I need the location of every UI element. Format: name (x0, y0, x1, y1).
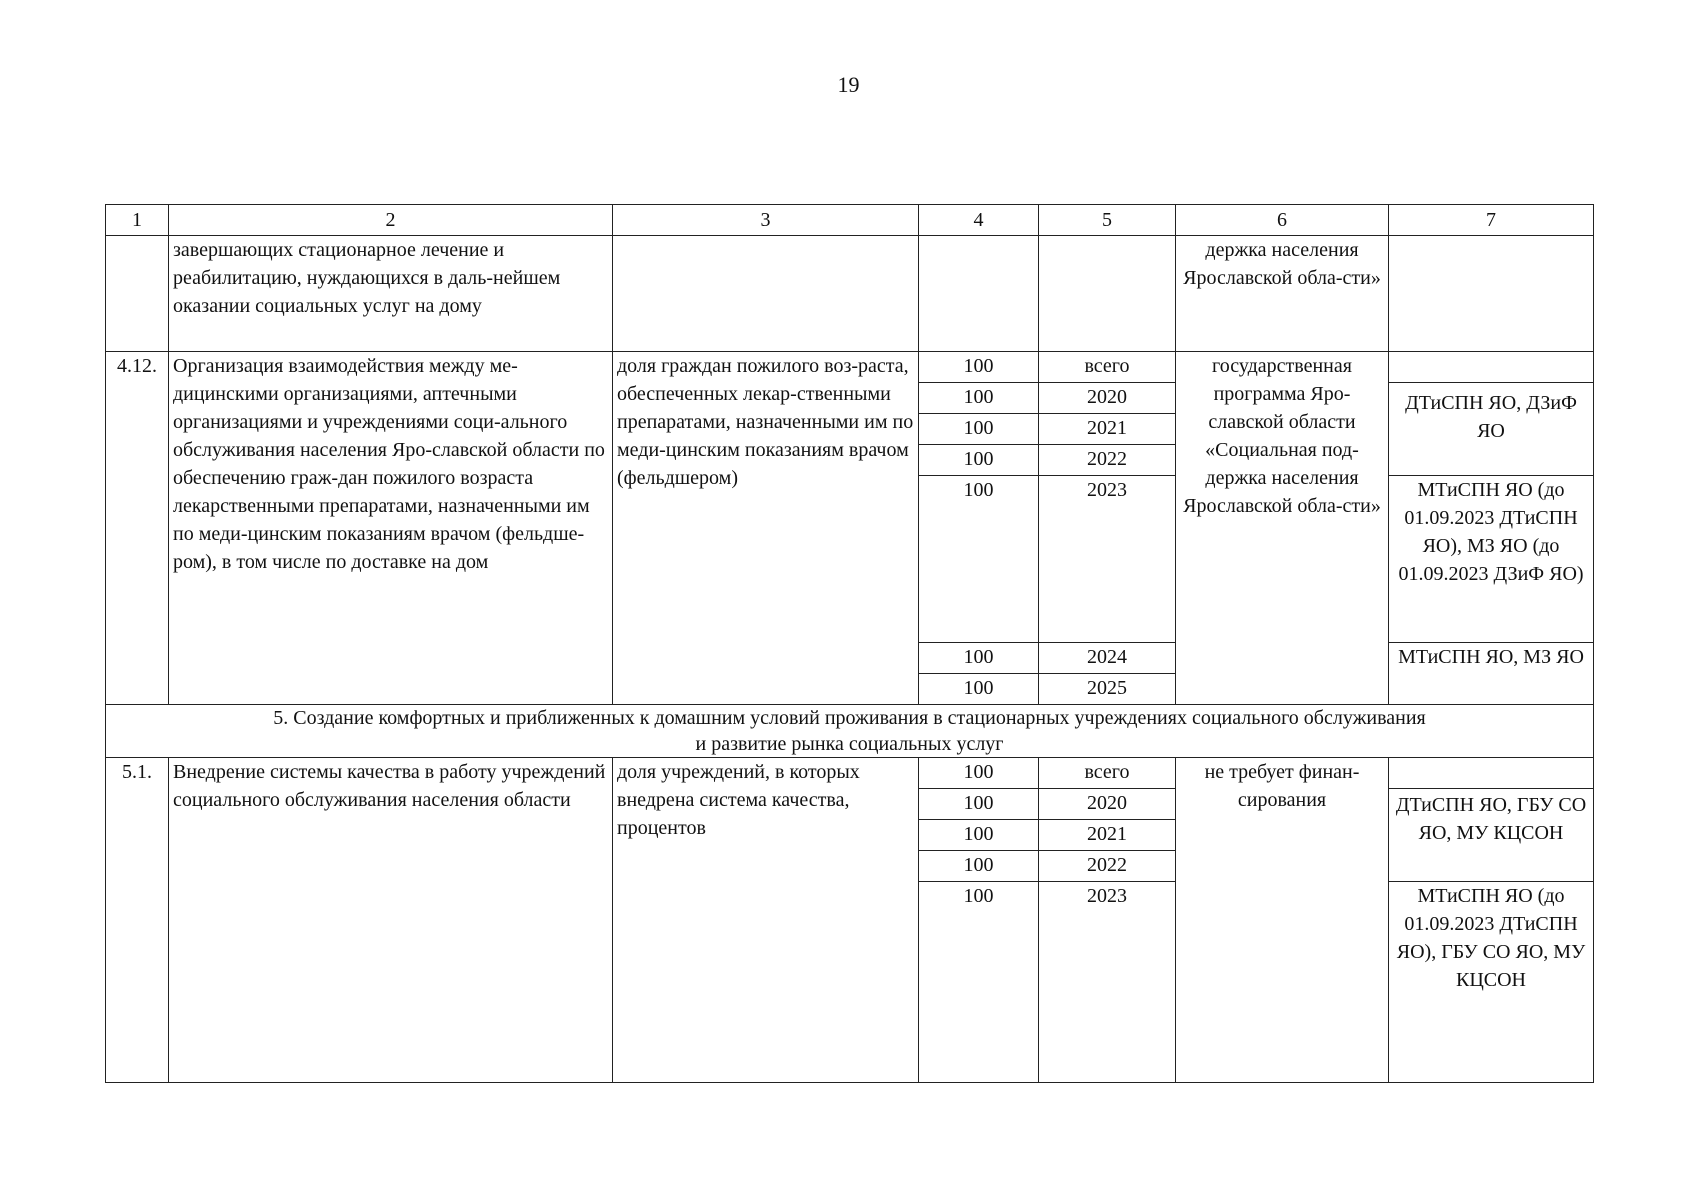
cont-source-cell: держка населения Ярославской обла-сти» (1176, 236, 1389, 352)
section-heading-row (106, 705, 1594, 758)
header-row (106, 205, 1594, 236)
value-cell: 100 (919, 445, 1039, 476)
value-cell: 100 (919, 674, 1039, 705)
source-cell: государственная программа Яро-славской области «Социальная под-держка населения Ярославской обла-сти» (1176, 352, 1389, 705)
value-cell: 100 (919, 758, 1039, 789)
year-cell: всего (1039, 758, 1176, 789)
executor-cell: МТиСПН ЯО, МЗ ЯО (1389, 643, 1594, 705)
cont-num-cell (106, 236, 169, 352)
value-cell: 100 (919, 414, 1039, 445)
year-cell: 2025 (1039, 674, 1176, 705)
year-cell: всего (1039, 352, 1176, 383)
year-cell: 2022 (1039, 445, 1176, 476)
executor-empty-cell (1389, 758, 1594, 789)
header-cell: 2 (169, 205, 613, 236)
value-cell: 100 (919, 476, 1039, 643)
value-cell: 100 (919, 643, 1039, 674)
value-cell: 100 (919, 882, 1039, 1083)
executor-empty-cell (1389, 352, 1594, 383)
executor-cell: ДТиСПН ЯО, ДЗиФ ЯО (1389, 383, 1594, 476)
cont-executor-cell (1389, 236, 1594, 352)
value-cell: 100 (919, 352, 1039, 383)
program-table (105, 204, 1594, 1083)
header-cell: 4 (919, 205, 1039, 236)
header-cell: 6 (1176, 205, 1389, 236)
row-number: 5.1. (106, 758, 169, 1083)
section-heading-line: 5. Создание комфортных и приближенных к домашним условий проживания в стационарных учреждениях социального обслуживания (273, 707, 1426, 729)
activity-cell: Организация взаимодействия между ме-дицинскими организациями, аптечными организациями и учреждениями соци-ального обслуживания населения Яро-славской области по обеспечению граж-дан пожилого возраста лекарственными препаратами, назначенными им по меди-цинским показаниям врачом (фельдше-ром), в том числе по доставке на дом (169, 352, 613, 705)
header-cell: 5 (1039, 205, 1176, 236)
row-number: 4.12. (106, 352, 169, 705)
table-row-5-1 (106, 758, 1594, 789)
header-cell: 1 (106, 205, 169, 236)
year-cell: 2021 (1039, 820, 1176, 851)
table-row-4-12 (106, 352, 1594, 383)
year-cell: 2022 (1039, 851, 1176, 882)
header-cell: 7 (1389, 205, 1594, 236)
executor-cell: МТиСПН ЯО (до 01.09.2023 ДТиСПН ЯО), МЗ ЯО (до 01.09.2023 ДЗиФ ЯО) (1389, 476, 1594, 643)
indicator-cell: доля учреждений, в которых внедрена система качества, процентов (613, 758, 919, 1083)
page-number: 19 (837, 72, 860, 97)
value-cell: 100 (919, 820, 1039, 851)
section-heading-line: и развитие рынка социальных услуг (695, 733, 1004, 755)
value-cell: 100 (919, 851, 1039, 882)
value-cell: 100 (919, 789, 1039, 820)
year-cell: 2023 (1039, 882, 1176, 1083)
cont-year-cell (1039, 236, 1176, 352)
executor-cell: ДТиСПН ЯО, ГБУ СО ЯО, МУ КЦСОН (1389, 789, 1594, 882)
cont-indicator-cell (613, 236, 919, 352)
source-cell: не требует финан-сирования (1176, 758, 1389, 1083)
year-cell: 2023 (1039, 476, 1176, 643)
cont-value-cell (919, 236, 1039, 352)
year-cell: 2024 (1039, 643, 1176, 674)
activity-cell: Внедрение системы качества в работу учреждений социального обслуживания населения области (169, 758, 613, 1083)
year-cell: 2021 (1039, 414, 1176, 445)
cont-activity-cell: завершающих стационарное лечение и реабилитацию, нуждающихся в даль-нейшем оказании социальных услуг на дому (169, 236, 613, 352)
executor-cell: МТиСПН ЯО (до 01.09.2023 ДТиСПН ЯО), ГБУ СО ЯО, МУ КЦСОН (1389, 882, 1594, 1083)
indicator-cell: доля граждан пожилого воз-раста, обеспеченных лекар-ственными препаратами, назначенными им по меди-цинским показаниям врачом (фельдшером) (613, 352, 919, 705)
header-cell: 3 (613, 205, 919, 236)
year-cell: 2020 (1039, 383, 1176, 414)
year-cell: 2020 (1039, 789, 1176, 820)
value-cell: 100 (919, 383, 1039, 414)
section-heading (106, 705, 1594, 758)
table-row-continuation (106, 236, 1594, 352)
